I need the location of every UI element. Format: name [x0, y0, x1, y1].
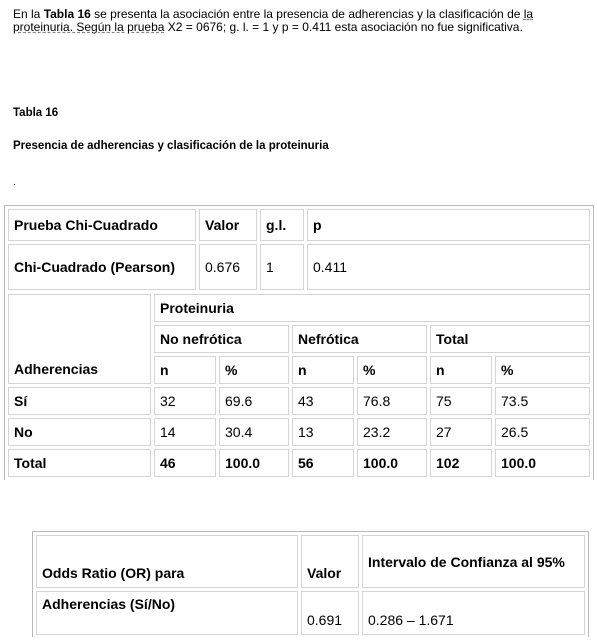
chi-header-value: Valor	[199, 209, 257, 241]
crosstab-subheader: %	[495, 356, 590, 384]
intro-pre: En la	[13, 7, 44, 21]
cell-value: 75	[430, 387, 492, 415]
crosstab-category: Total	[430, 325, 590, 353]
row-label: Total	[8, 449, 151, 477]
chi-df: 1	[260, 244, 304, 290]
chi-test-name: Chi-Cuadrado (Pearson)	[8, 244, 196, 290]
or-header-label: Odds Ratio (OR) para	[36, 535, 298, 588]
cell-value: 14	[154, 418, 216, 446]
cell-value: 102	[430, 449, 492, 477]
dot-marker: .	[13, 177, 16, 188]
crosstab-group-header: Proteinuria	[154, 294, 590, 322]
intro-table-ref: Tabla 16	[43, 7, 91, 21]
cell-value: 30.4	[219, 418, 289, 446]
crosstab-category: Nefrótica	[292, 325, 427, 353]
chi-header-test: Prueba Chi-Cuadrado	[8, 209, 196, 241]
table-row	[8, 418, 590, 446]
chi-value: 0.676	[199, 244, 257, 290]
cell-value: 23.2	[357, 418, 427, 446]
crosstab-subheader: n	[292, 356, 354, 384]
crosstab-row-header: Adherencias	[8, 294, 151, 384]
chi-header-row	[8, 209, 590, 241]
intro-post: X2 = 0676; g. l. = 1 y p = 0.411 esta asociación no fue significativa.	[164, 20, 523, 34]
chi-square-table	[5, 206, 593, 293]
cell-value: 100.0	[357, 449, 427, 477]
chi-header-p: p	[307, 209, 590, 241]
intro-dashed: la proteinuria. Según la prueba	[13, 7, 534, 34]
crosstab-group-row	[8, 294, 590, 322]
cell-value: 13	[292, 418, 354, 446]
or-value: 0.691	[301, 591, 359, 635]
cell-value: 27	[430, 418, 492, 446]
cell-value: 100.0	[495, 449, 590, 477]
row-label: No	[8, 418, 151, 446]
cell-value: 76.8	[357, 387, 427, 415]
cell-value: 100.0	[219, 449, 289, 477]
odds-ratio-table	[33, 532, 588, 638]
cell-value: 26.5	[495, 418, 590, 446]
crosstab-table	[5, 291, 593, 480]
row-label: Sí	[8, 387, 151, 415]
or-header-value: Valor	[301, 535, 359, 588]
cell-value: 43	[292, 387, 354, 415]
or-data-row	[36, 591, 585, 635]
cell-value: 69.6	[219, 387, 289, 415]
cell-value: 73.5	[495, 387, 590, 415]
cell-value: 56	[292, 449, 354, 477]
intro-mid: se presenta la asociación entre la presencia de adherencias y la clasificación de	[90, 7, 524, 21]
chi-header-df: g.l.	[260, 209, 304, 241]
cell-value: 46	[154, 449, 216, 477]
or-ci: 0.286 – 1.671	[362, 591, 585, 635]
or-row-label: Adherencias (Sí/No)	[36, 591, 298, 635]
cell-value: 32	[154, 387, 216, 415]
intro-paragraph	[13, 8, 585, 34]
or-header-row	[36, 535, 585, 588]
table-row-total	[8, 449, 590, 477]
table-label: Tabla 16	[13, 107, 59, 119]
crosstab-category: No nefrótica	[154, 325, 289, 353]
table-title: Presencia de adherencias y clasificación de la proteinuria	[13, 140, 329, 152]
crosstab-subheader: n	[430, 356, 492, 384]
crosstab-subheader: %	[219, 356, 289, 384]
crosstab-subheader: %	[357, 356, 427, 384]
chi-p: 0.411	[307, 244, 590, 290]
crosstab-subheader: n	[154, 356, 216, 384]
or-header-ci: Intervalo de Confianza al 95%	[362, 535, 585, 588]
chi-data-row	[8, 244, 590, 290]
table-row	[8, 387, 590, 415]
